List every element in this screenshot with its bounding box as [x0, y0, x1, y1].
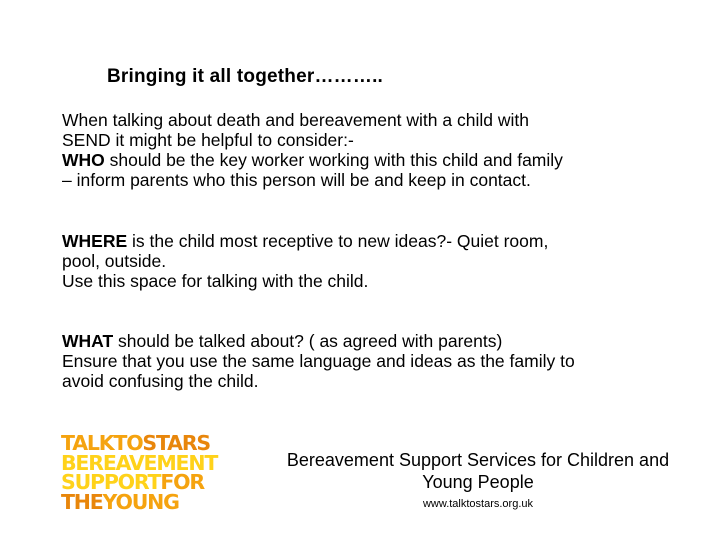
where-line-2: pool, outside.	[62, 251, 167, 271]
organization-name-line-2: Young People	[422, 472, 534, 492]
logo-stars: STARS	[142, 431, 210, 455]
what-keyword: WHAT	[62, 331, 114, 351]
who-keyword: WHO	[62, 150, 105, 170]
logo-support: SUPPORT	[61, 470, 161, 494]
logo-for: FOR	[160, 470, 204, 494]
what-text: should be talked about? ( as agreed with parents)	[113, 331, 503, 351]
logo-talkto: TALKTO	[61, 431, 143, 455]
what-line-3: avoid confusing the child.	[62, 371, 259, 391]
section-where	[62, 231, 682, 291]
what-line-2: Ensure that you use the same language and ideas as the family to	[62, 351, 575, 371]
section-what	[62, 331, 682, 391]
page-title: Bringing it all together………..	[107, 66, 384, 87]
who-intro-line-1: When talking about death and bereavement with a child with	[62, 110, 529, 130]
who-text: should be the key worker working with this child and family	[104, 150, 563, 170]
logo-the: THE	[61, 489, 103, 514]
who-intro-line-2: SEND it might be helpful to consider:-	[62, 130, 354, 150]
what-line	[62, 331, 682, 351]
where-line-3: Use this space for talking with the child.	[62, 271, 369, 291]
organization-url: www.talktostars.org.uk	[422, 498, 534, 510]
where-text: is the child most receptive to new ideas?- Quiet room,	[127, 231, 549, 251]
logo-row-2: BEREAVEMENT	[61, 450, 218, 475]
where-keyword: WHERE	[62, 231, 128, 251]
logo-row-4	[61, 489, 217, 514]
section-who	[62, 110, 682, 190]
organization-block	[244, 449, 712, 511]
talktostars-logo	[61, 431, 218, 514]
where-line	[62, 231, 682, 251]
who-line-2: – inform parents who this person will be and keep in contact.	[62, 170, 531, 190]
who-line	[62, 150, 682, 170]
logo-young: YOUNG	[102, 489, 179, 514]
organization-name-line-1: Bereavement Support Services for Children and	[286, 450, 670, 470]
